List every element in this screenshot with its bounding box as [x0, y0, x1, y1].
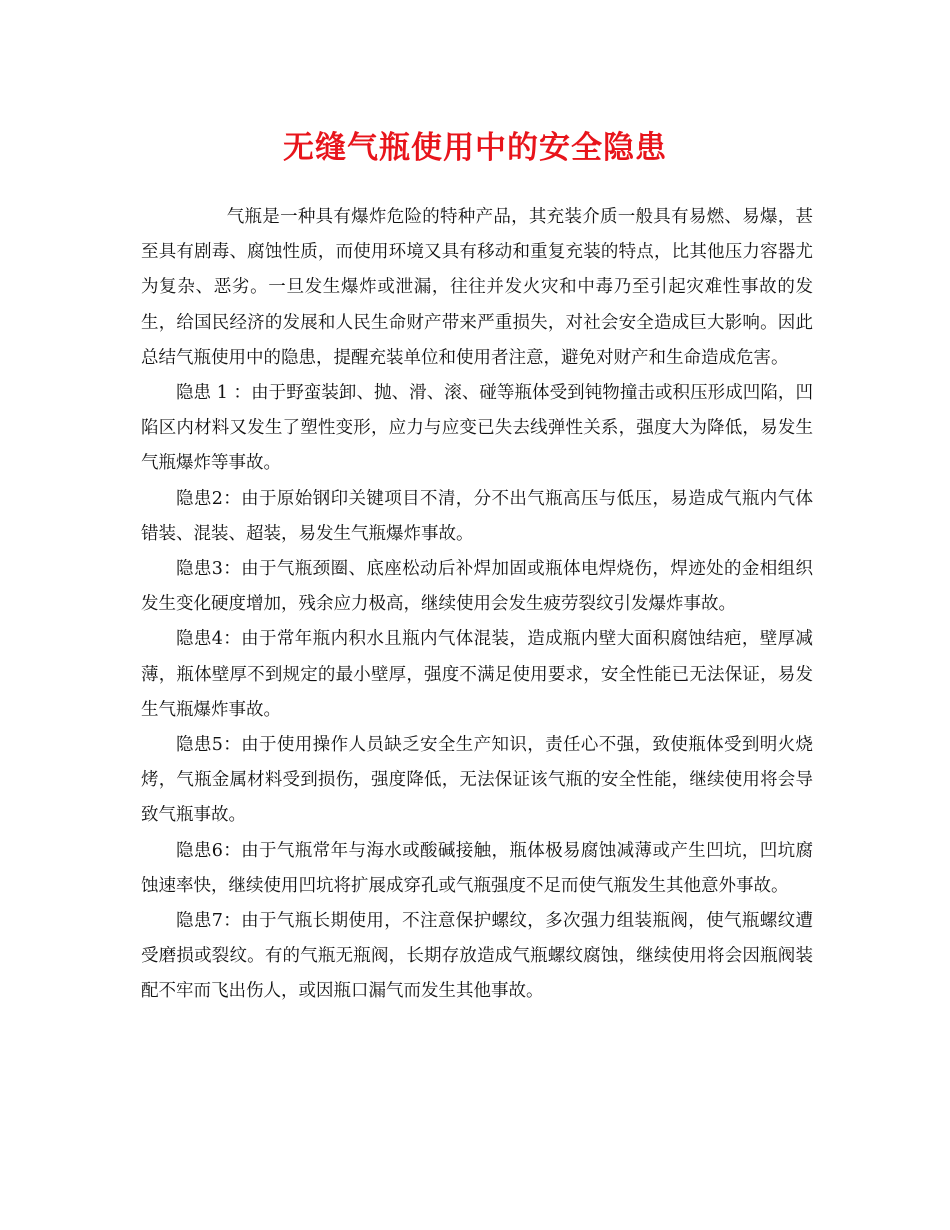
- hazard-paragraph-5: 隐患5：由于使用操作人员缺乏安全生产知识，责任心不强，致使瓶体受到明火烧烤，气瓶金属材料受到损伤，强度降低，无法保证该气瓶的安全性能，继续使用将会导致气瓶事故。: [141, 735, 813, 826]
- document-body: [141, 200, 813, 1010]
- hazard-paragraph-3: 隐患3：由于气瓶颈圈、底座松动后补焊加固或瓶体电焊烧伤，焊迹处的金相组织发生变化硬度增加，残余应力极高，继续使用会发生疲劳裂纹引发爆炸事故。: [141, 559, 813, 615]
- hazard-paragraph-7: 隐患7：由于气瓶长期使用，不注意保护螺纹，多次强力组装瓶阀，使气瓶螺纹遭受磨损或裂纹。有的气瓶无瓶阀，长期存放造成气瓶螺纹腐蚀，继续使用将会因瓶阀装配不牢而飞出伤人，或因瓶口漏气而发生其他事故。: [141, 911, 813, 1002]
- hazard-paragraph-6: 隐患6：由于气瓶常年与海水或酸碱接触，瓶体极易腐蚀减薄或产生凹坑，凹坑腐蚀速率快，继续使用凹坑将扩展成穿孔或气瓶强度不足而使气瓶发生其他意外事故。: [141, 840, 813, 896]
- hazard-paragraph-2: 隐患2：由于原始钢印关键项目不清，分不出气瓶高压与低压，易造成气瓶内气体错装、混装、超装，易发生气瓶爆炸事故。: [141, 488, 813, 544]
- hazard-paragraph-1: 隐患 1 ：由于野蛮装卸、抛、滑、滚、碰等瓶体受到钝物撞击或积压形成凹陷，凹陷区内材料又发生了塑性变形，应力与应变已失去线弹性关系，强度大为降低，易发生气瓶爆炸等事故。: [141, 383, 813, 474]
- document-title: 无缝气瓶使用中的安全隐患: [283, 130, 667, 166]
- hazard-paragraph-4: 隐患4：由于常年瓶内积水且瓶内气体混装，造成瓶内壁大面积腐蚀结疤，壁厚减薄，瓶体壁厚不到规定的最小壁厚，强度不满足使用要求，安全性能已无法保证，易发生气瓶爆炸事故。: [141, 629, 813, 720]
- intro-paragraph: 气瓶是一种具有爆炸危险的特种产品，其充装介质一般具有易燃、易爆，甚至具有剧毒、腐蚀性质，而使用环境又具有移动和重复充装的特点，比其他压力容器尤为复杂、恶劣。一旦发生爆炸或泄漏，往往并发火灾和中毒乃至引起灾难性事故的发生，给国民经济的发展和人民生命财产带来严重损失，对社会安全造成巨大影响。因此总结气瓶使用中的隐患，提醒充装单位和使用者注意，避免对财产和生命造成危害。: [141, 207, 813, 368]
